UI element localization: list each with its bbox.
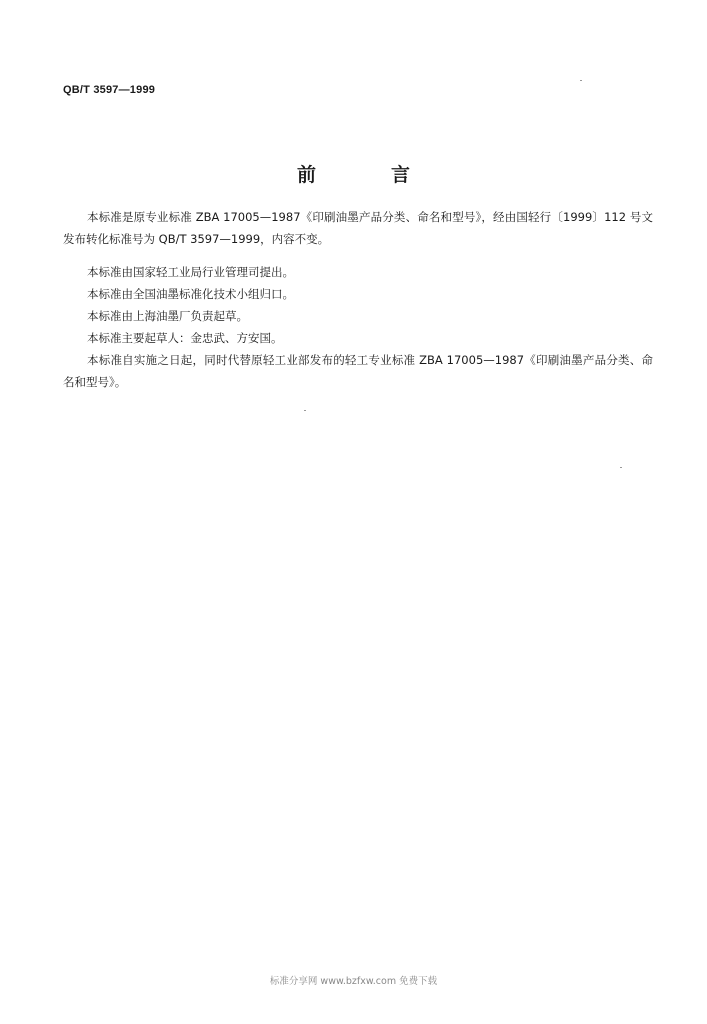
watermark-footer: 标准分享网 www.bzfxw.com 免费下载 — [269, 976, 438, 987]
paragraph-replacement: 本标准自实施之日起，同时代替原轻工业部发布的轻工专业标准 ZBA 17005—1987《印刷油墨产品分类、命名和型号》。 — [63, 353, 653, 389]
standard-code: QB/T 3597—1999 — [63, 84, 156, 96]
scan-speck — [580, 80, 582, 81]
scan-speck — [304, 410, 306, 411]
paragraph-drafters: 本标准主要起草人：金忠武、方安国。 — [87, 331, 283, 345]
paragraph-gap — [63, 250, 653, 261]
scan-speck — [620, 467, 622, 468]
foreword-body — [63, 206, 653, 393]
paragraph-committee: 本标准由全国油墨标准化技术小组归口。 — [87, 287, 294, 301]
paragraph-origin: 本标准是原专业标准 ZBA 17005—1987《印刷油墨产品分类、命名和型号》，经由国轻行〔1999〕112 号文发布转化标准号为 QB/T 3597—1999，内容不变。 — [63, 210, 653, 246]
page-title: 前 言 — [296, 164, 438, 186]
paragraph-proposer: 本标准由国家轻工业局行业管理司提出。 — [87, 265, 294, 279]
paragraph-drafting-unit: 本标准由上海油墨厂负责起草。 — [87, 309, 248, 323]
